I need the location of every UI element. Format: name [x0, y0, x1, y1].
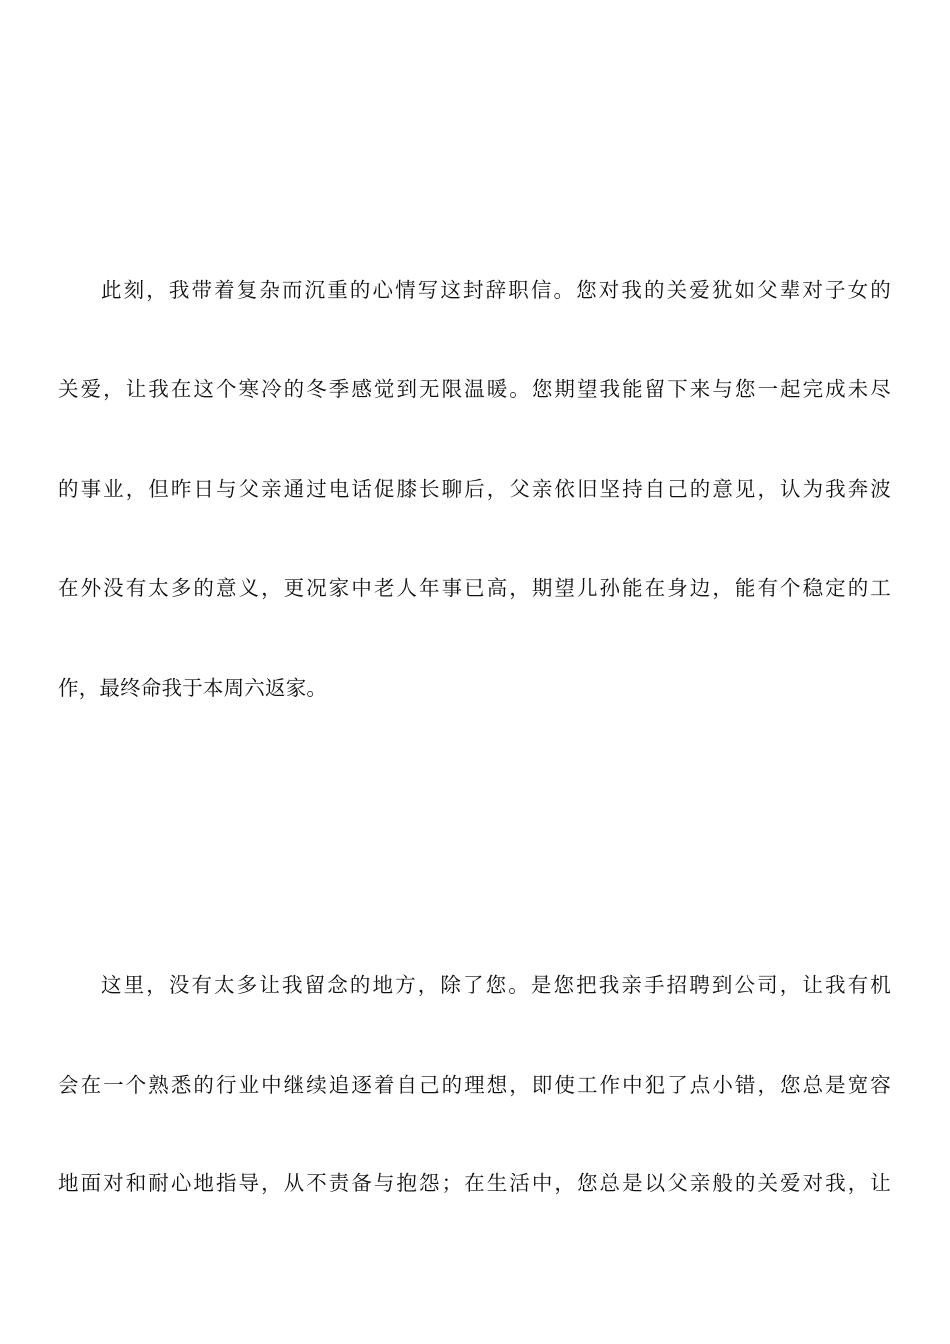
paragraph-1-line-5: 作，最终命我于本周六返家。: [58, 676, 328, 700]
paragraph-2-line-2: 会在一个熟悉的行业中继续追逐着自己的理想，即使工作中犯了点小错，您总是宽容: [58, 1073, 891, 1097]
paragraph-2-line-3: 地面对和耐心地指导，从不责备与抱怨；在生活中，您总是以父亲般的关爱对我，让: [58, 1171, 891, 1195]
paragraph-1-line-4: 在外没有太多的意义，更况家中老人年事已高，期望儿孙能在身边，能有个稳定的工: [58, 576, 891, 600]
paragraph-1-line-3: 的事业，但昨日与父亲通过电话促膝长聊后，父亲依旧坚持自己的意见，认为我奔波: [58, 477, 891, 501]
paragraph-2-line-1: 这里，没有太多让我留念的地方，除了您。是您把我亲手招聘到公司，让我有机: [101, 973, 891, 997]
paragraph-1-line-1: 此刻，我带着复杂而沉重的心情写这封辞职信。您对我的关爱犹如父辈对子女的: [101, 278, 891, 302]
paragraph-1-line-2: 关爱，让我在这个寒冷的冬季感觉到无限温暖。您期望我能留下来与您一起完成未尽: [58, 377, 891, 401]
